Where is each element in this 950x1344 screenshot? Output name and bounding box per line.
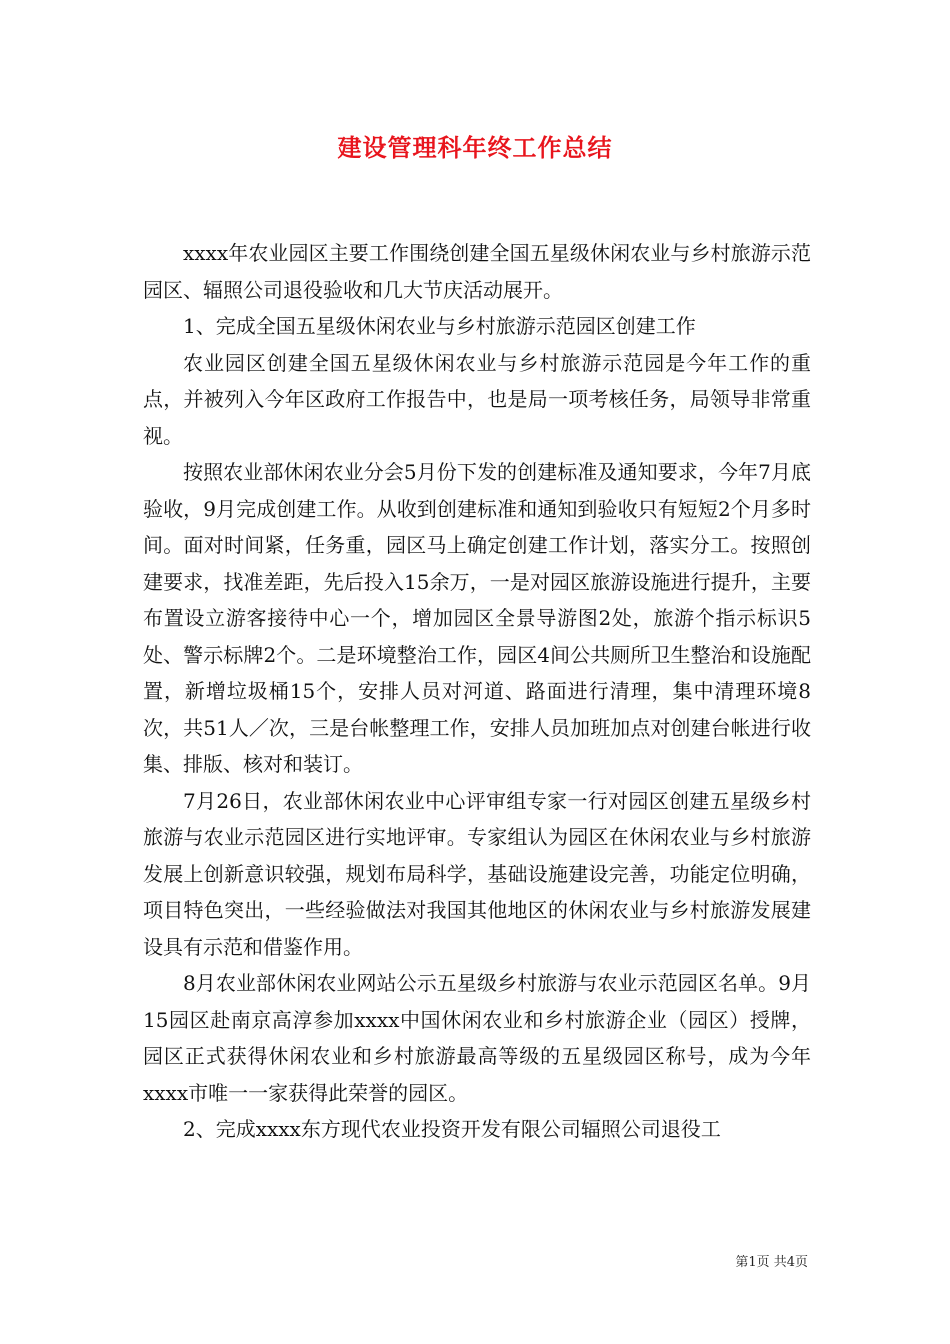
section-heading-1: 1、完成全国五星级休闲农业与乡村旅游示范园区创建工作: [183, 314, 696, 338]
paragraph-award: 8月农业部休闲农业网站公示五星级乡村旅游与农业示范园区名单。9月15园区赴南京高淳参加xxxx中国休闲农业和乡村旅游企业（园区）授牌，园区正式获得休闲农业和乡村旅游最高等级的五星级园区称号，成为今年xxxx市唯一一家获得此荣誉的园区。: [143, 971, 811, 1105]
document-title: 建设管理科年终工作总结: [337, 134, 613, 162]
paragraph-intro: xxxx年农业园区主要工作围绕创建全国五星级休闲农业与乡村旅游示范园区、辐照公司退役验收和几大节庆活动展开。: [143, 241, 811, 302]
document-body: [143, 235, 811, 1148]
section-heading-2: 2、完成xxxx东方现代农业投资开发有限公司辐照公司退役工: [183, 1117, 721, 1141]
paragraph-creation-work: 按照农业部休闲农业分会5月份下发的创建标准及通知要求，今年7月底验收，9月完成创建工作。从收到创建标准和通知到验收只有短短2个月多时间。面对时间紧，任务重，园区马上确定创建工作计划，落实分工。按照创建要求，找准差距，先后投入15余万，一是对园区旅游设施进行提升，主要布置设立游客接待中心一个，增加园区全景导游图2处，旅游个指示标识5处、警示标牌2个。二是环境整治工作，园区4间公共厕所卫生整治和设施配置，新增垃圾桶15个，安排人员对河道、路面进行清理，集中清理环境8次，共51人／次，三是台帐整理工作，安排人员加班加点对创建台帐进行收集、排版、核对和装订。: [143, 460, 811, 776]
paragraph-importance: 农业园区创建全国五星级休闲农业与乡村旅游示范园是今年工作的重点，并被列入今年区政府工作报告中，也是局一项考核任务，局领导非常重视。: [143, 350, 811, 448]
paragraph-evaluation: 7月26日，农业部休闲农业中心评审组专家一行对园区创建五星级乡村旅游与农业示范园区进行实地评审。专家组认为园区在休闲农业与乡村旅游发展上创新意识较强，规划布局科学，基础设施建设完善，功能定位明确，项目特色突出，一些经验做法对我国其他地区的休闲农业与乡村旅游发展建设具有示范和借鉴作用。: [143, 788, 811, 959]
page-number-footer: 第1页 共4页: [735, 1255, 808, 1270]
